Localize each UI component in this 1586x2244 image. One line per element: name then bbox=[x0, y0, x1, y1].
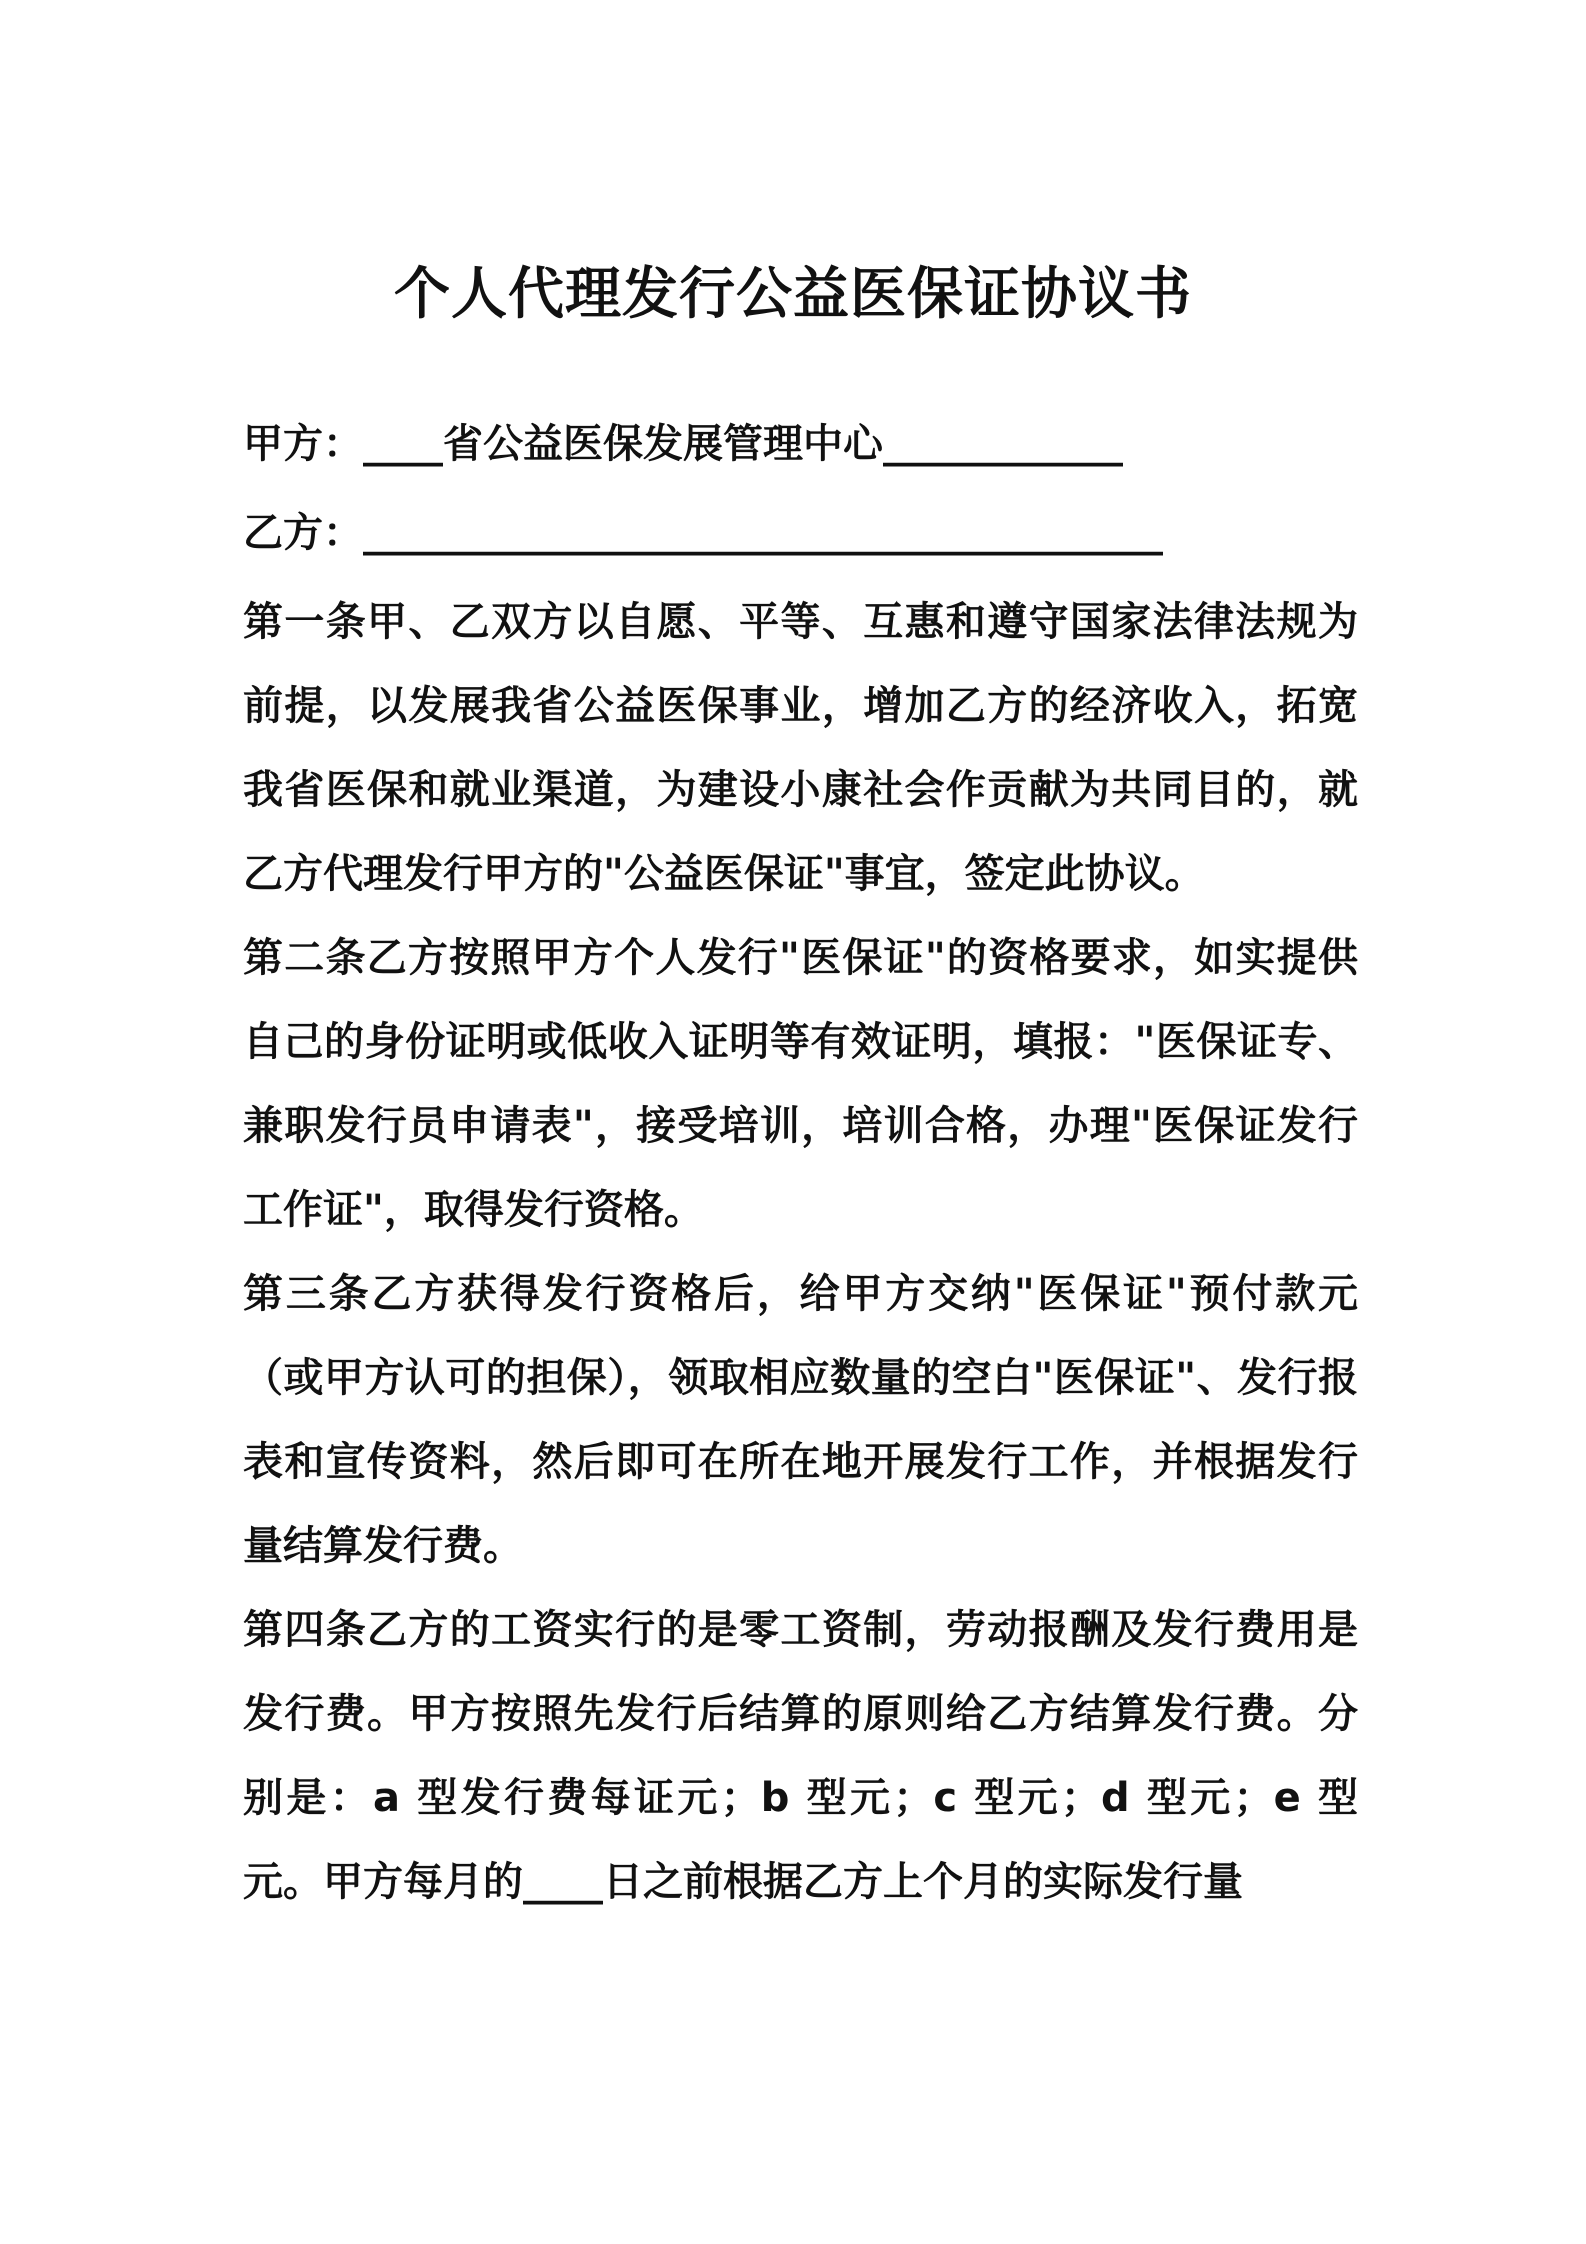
party-b-line: 乙方：________________________________________ bbox=[243, 510, 1163, 556]
clause-2: 第二条乙方按照甲方个人发行"医保证"的资格要求，如实提供自己的身份证明或低收入证明等有效证明，填报："医保证专、兼职发行员申请表"，接受培训，培训合格，办理"医保证发行工作证"，取得发行资格。 bbox=[243, 935, 1358, 1233]
clause-1: 第一条甲、乙双方以自愿、平等、互惠和遵守国家法律法规为前提，以发展我省公益医保事业，增加乙方的经济收入，拓宽我省医保和就业渠道，为建设小康社会作贡献为共同目的，就乙方代理发行甲方的"公益医保证"事宜，签定此协议。 bbox=[243, 599, 1358, 897]
clause-3: 第三条乙方获得发行资格后，给甲方交纳"医保证"预付款元（或甲方认可的担保），领取相应数量的空白"医保证"、发行报表和宣传资料，然后即可在所在地开展发行工作，并根据发行量结算发行费。 bbox=[243, 1271, 1358, 1569]
clause-4: 第四条乙方的工资实行的是零工资制，劳动报酬及发行费用是发行费。甲方按照先发行后结算的原则给乙方结算发行费。分别是：a 型发行费每证元；b 型元；c 型元；d 型元；e 型元。甲方每月的____日之前根据乙方上个月的实际发行量 bbox=[243, 1607, 1358, 1905]
document-title: 个人代理发行公益医保证协议书 bbox=[394, 262, 1192, 327]
party-a-line: 甲方：____省公益医保发展管理中心____________ bbox=[243, 421, 1123, 467]
agreement-body bbox=[243, 580, 1358, 1924]
